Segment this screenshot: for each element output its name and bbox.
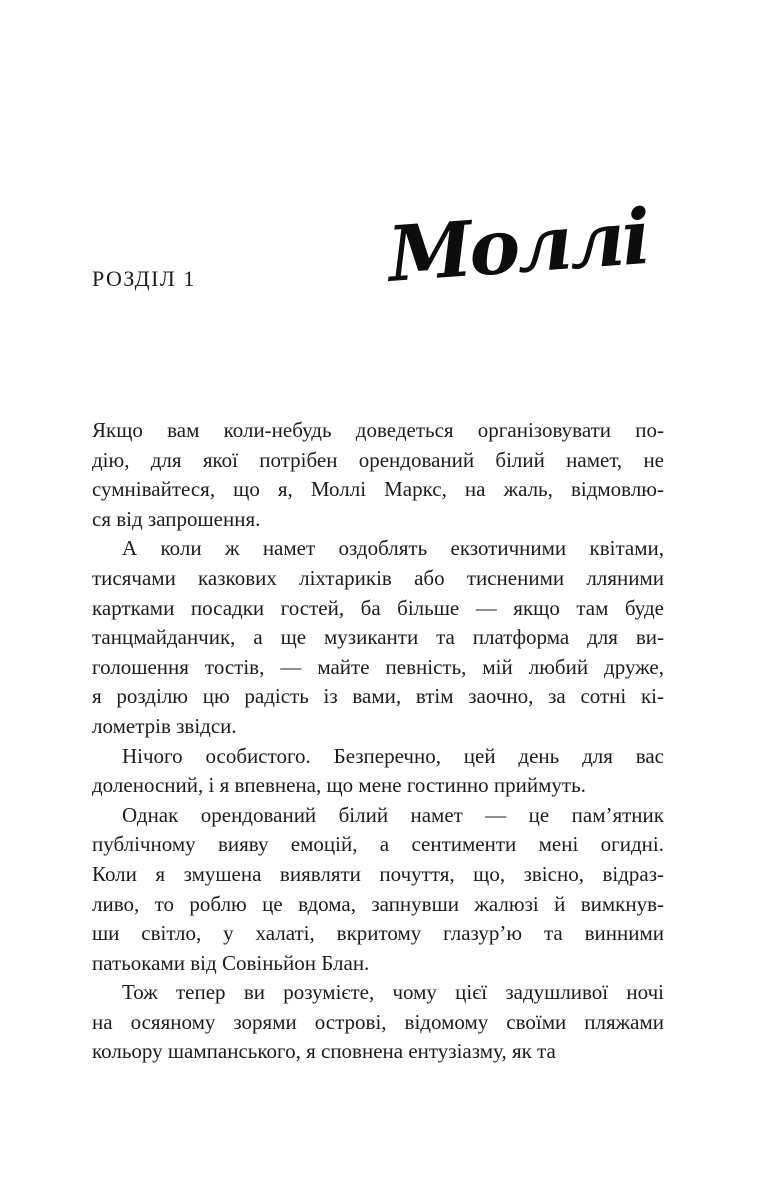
text-line: тисячами казкових ліхтариків або тисненими лляними <box>92 565 664 590</box>
paragraph <box>92 416 664 534</box>
text-line: А коли ж намет оздоблять екзотичними квітами, <box>122 536 664 561</box>
text-line: Однак орендований білий намет — це пам’ятник <box>122 802 664 827</box>
text-line: я розділю цю радість із вами, втім заочно, за сотні кі- <box>92 684 664 709</box>
text-line: голошення тостів, — майте певність, мій любий друже, <box>92 654 664 679</box>
text-line: Нічого особистого. Безперечно, цей день для вас <box>122 743 664 768</box>
paragraph <box>92 534 664 741</box>
paragraph <box>92 978 664 1067</box>
text-line: ся від запрошення. <box>92 506 261 531</box>
text-line: доленосний, і я впевнена, що мене гостинно приймуть. <box>92 773 586 798</box>
text-line: публічному вияву емоцій, а сентименти мені огидні. <box>92 832 664 857</box>
text-line: Тож тепер ви розумієте, чому цієї задушливої ночі <box>122 980 664 1005</box>
chapter-title-script: Моллі <box>385 192 651 299</box>
text-line: ливо, то роблю це вдома, запнувши жалюзі й вимкнув- <box>92 891 664 916</box>
text-line: на осяяному зорями острові, відомому своїми пляжами <box>92 1009 664 1034</box>
text-line: танцмайданчик, а ще музиканти та платформа для ви- <box>92 625 664 650</box>
text-line: лометрів звідси. <box>92 713 237 738</box>
body-text <box>92 416 664 1067</box>
text-line: ши світло, у халаті, вкритому глазур’ю та винними <box>92 921 664 946</box>
paragraph <box>92 742 664 801</box>
chapter-label: РОЗДІЛ 1 <box>92 266 196 291</box>
text-line: кольору шампанського, я сповнена ентузіазму, як та <box>92 1039 556 1064</box>
text-line: дію, для якої потрібен орендований білий намет, не <box>92 447 664 472</box>
paragraph <box>92 801 664 979</box>
text-line: Коли я змушена виявляти почуття, що, звісно, відраз- <box>92 861 664 886</box>
text-line: картками посадки гостей, ба більше — якщо там буде <box>92 595 664 620</box>
text-line: сумнівайтеся, що я, Моллі Маркс, на жаль, відмовлю- <box>92 477 664 502</box>
text-line: патьоками від Совіньйон Блан. <box>92 950 370 975</box>
text-line: Якщо вам коли-небудь доведеться організовувати по- <box>92 418 664 442</box>
